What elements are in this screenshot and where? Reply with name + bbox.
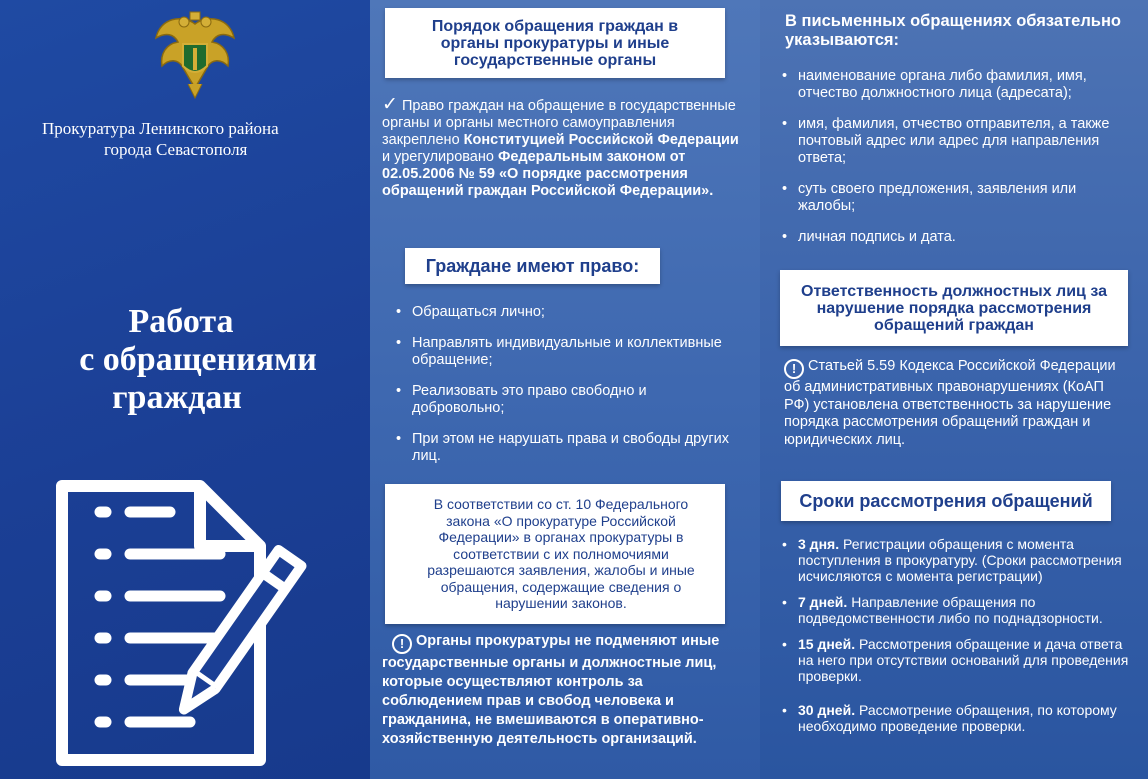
rights-heading: Граждане имеют право: xyxy=(425,255,640,276)
intro-text-2: и урегулировано xyxy=(382,149,498,165)
list-item: • При этом не нарушать права и свободы других лиц. xyxy=(390,431,735,465)
rights-list xyxy=(390,304,735,465)
brochure-title xyxy=(38,303,358,417)
list-item: • личная подпись и дата. xyxy=(776,229,1126,246)
right-panel xyxy=(760,0,1148,779)
title-line-3: граждан xyxy=(112,379,242,416)
document-pencil-icon xyxy=(50,478,340,768)
intro-text-1: Право граждан на обращение в государственные органы и органы местного самоуправления закреплено xyxy=(382,98,736,148)
list-item: • наименование органа либо фамилия, имя, отчество должностного лица (адресата); xyxy=(776,68,1126,102)
warning-icon: ! xyxy=(392,634,412,654)
term-days: 15 дней. xyxy=(798,636,856,652)
law-box xyxy=(385,484,725,624)
list-item: • суть своего предложения, заявления или жалобы; xyxy=(776,181,1126,215)
intro-paragraph xyxy=(382,96,742,200)
liability-paragraph xyxy=(784,358,1124,449)
liability-box xyxy=(780,270,1128,346)
term-text: Направление обращения по подведомственности либо по поднадзорности. xyxy=(798,594,1103,626)
left-panel xyxy=(0,0,370,779)
list-item: • Обращаться лично; xyxy=(390,304,735,321)
terms-heading-box xyxy=(781,481,1111,521)
term-days: 30 дней. xyxy=(798,702,856,718)
written-heading: В письменных обращениях обязательно указываются: xyxy=(785,12,1121,49)
list-item: • Реализовать это право свободно и добровольно; xyxy=(390,383,735,417)
organization-name xyxy=(42,118,352,160)
liability-text: Статьей 5.59 Кодекса Российской Федерации об административных правонарушениях (КоАП РФ) установлена ответственность за нарушение порядка рассмотрения обращений граждан и юридических лиц. xyxy=(784,358,1116,448)
org-line-1: Прокуратура Ленинского района xyxy=(42,119,279,138)
term-text: Рассмотрения обращение и дача ответа на него при отсутствии оснований для проведения проверки. xyxy=(798,636,1129,684)
written-list xyxy=(776,68,1126,246)
list-item xyxy=(776,702,1132,734)
rights-heading-box xyxy=(405,248,660,284)
prosecutor-emblem-icon xyxy=(152,10,238,100)
terms-list xyxy=(776,536,1132,734)
list-item xyxy=(776,636,1132,684)
check-icon: ✓ xyxy=(382,94,398,115)
terms-heading: Сроки рассмотрения обращений xyxy=(799,490,1093,511)
intro-bold-2: Федеральным законом от 02.05.2006 № 59 «О порядке рассмотрения обращений граждан Российской Федерации». xyxy=(382,149,714,199)
title-line-2: с обращениями xyxy=(79,341,317,378)
procedure-header-box xyxy=(385,8,725,78)
list-item: • Направлять индивидуальные и коллективные обращение; xyxy=(390,335,735,369)
liability-heading: Ответственность должностных лиц за нарушение порядка рассмотрения обращений граждан xyxy=(801,282,1107,334)
term-text: Рассмотрение обращения, по которому необходимо проведение проверки. xyxy=(798,702,1117,734)
middle-panel xyxy=(370,0,760,779)
term-days: 7 дней. xyxy=(798,594,848,610)
org-line-2: города Севастополя xyxy=(104,140,248,159)
list-item: • имя, фамилия, отчество отправителя, а также почтовый адрес или адрес для направления ответа; xyxy=(776,116,1126,167)
list-item xyxy=(776,594,1132,626)
term-days: 3 дня. xyxy=(798,536,840,552)
note-paragraph xyxy=(382,632,722,749)
note-text: Органы прокуратуры не подменяют иные государственные органы и должностные лиц, которые осуществляют контроль за соблюдением прав и свобод человека и гражданина, не вмешиваются в оперативно-хозяйственную деятельность организаций. xyxy=(382,633,720,747)
procedure-header: Порядок обращения граждан в органы прокуратуры и иные государственные органы xyxy=(431,17,679,69)
warning-icon: ! xyxy=(784,359,804,379)
intro-bold-1: Конституцией Российской Федерации xyxy=(463,132,739,148)
title-line-1: Работа xyxy=(128,303,234,340)
list-item xyxy=(776,536,1132,584)
term-text: Регистрации обращения с момента поступления в прокуратуру. (Сроки рассмотрения исчисляются с момента регистрации) xyxy=(798,536,1122,584)
law-text: В соответствии со ст. 10 Федерального закона «О прокуратуре Российской Федерации» в органах прокуратуры в соответствии с их полномочиями разрешаются заявления, жалобы и иные обращения, содержащие сведения о нарушении законов. xyxy=(427,496,695,612)
